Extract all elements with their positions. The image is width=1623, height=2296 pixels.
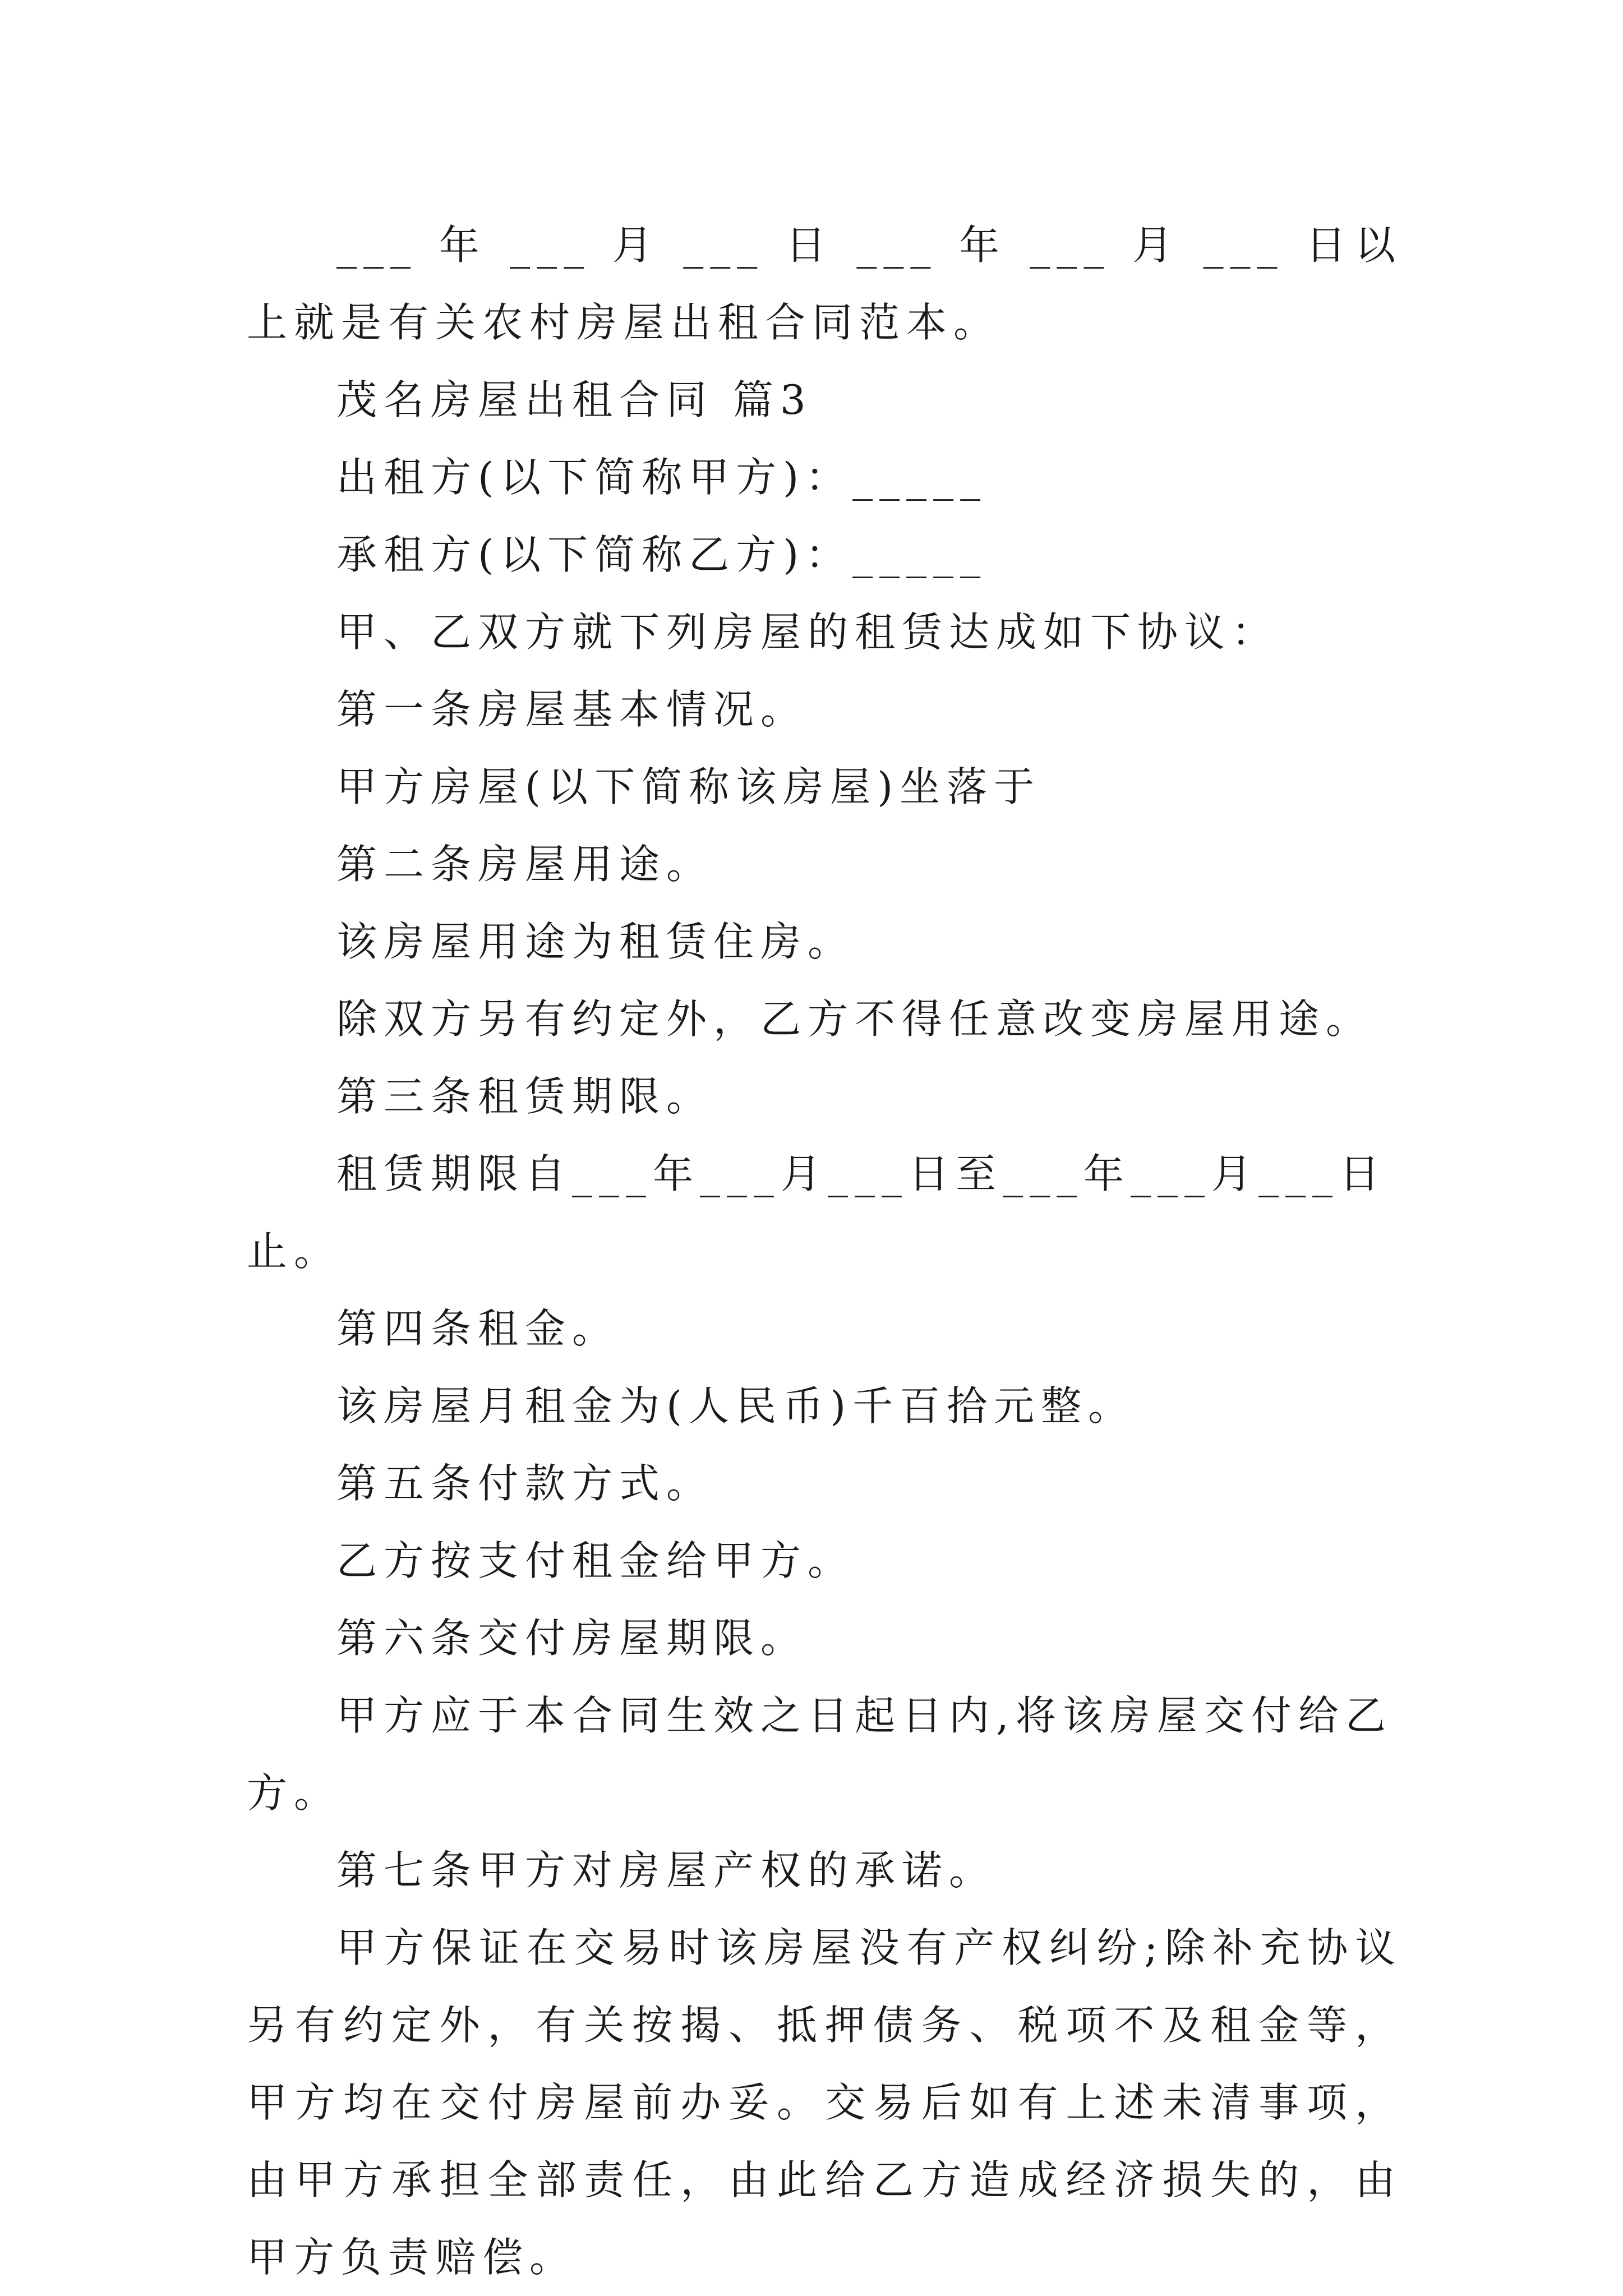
clause-2-heading: 第二条房屋用途。	[336, 841, 714, 888]
lessee-line: 承租方(以下简称乙方)：_____	[336, 531, 988, 578]
document-body	[247, 206, 1402, 2296]
section-heading-article-3: 茂名房屋出租合同 篇3	[336, 376, 813, 423]
clause-6-heading: 第六条交付房屋期限。	[336, 1615, 808, 1662]
clause-7-heading: 第七条甲方对房屋产权的承诺。	[336, 1847, 997, 1894]
clause-3-body: 租赁期限自___年___月___日至___年___月___日止。	[247, 1150, 1387, 1275]
clause-2-body-2: 除双方另有约定外，乙方不得任意改变房屋用途。	[336, 995, 1373, 1043]
clause-1-heading: 第一条房屋基本情况。	[336, 686, 808, 733]
clause-4-heading: 第四条租金。	[336, 1305, 620, 1352]
clause-6-body: 甲方应于本合同生效之日起日内,将该房屋交付给乙方。	[247, 1692, 1393, 1816]
clause-4-body: 该房屋月租金为(人民币)千百拾元整。	[336, 1382, 1136, 1430]
clause-1-body: 甲方房屋(以下简称该房屋)坐落于	[336, 763, 1041, 810]
clause-7-body: 甲方保证在交易时该房屋没有产权纠纷;除补充协议另有约定外，有关按揭、抵押债务、税项不及租金等，甲方均在交付房屋前办妥。交易后如有上述未清事项，由甲方承担全部责任，由此给乙方造成经济损失的，由甲方负责赔偿。	[247, 1924, 1402, 2281]
clause-5-heading: 第五条付款方式。	[336, 1460, 714, 1507]
clause-2-body: 该房屋用途为租赁住房。	[336, 918, 855, 965]
clause-5-body: 乙方按支付租金给甲方。	[336, 1537, 855, 1584]
agreement-intro: 甲、乙双方就下列房屋的租赁达成如下协议：	[336, 608, 1279, 656]
clause-3-heading: 第三条租赁期限。	[336, 1073, 714, 1120]
paragraph-date-closing: ___ 年 ___ 月 ___ 日 ___ 年 ___ 月 ___ 日以上就是有关农村房屋出租合同范本。	[247, 222, 1402, 346]
lessor-line: 出租方(以下简称甲方)：_____	[336, 454, 988, 501]
